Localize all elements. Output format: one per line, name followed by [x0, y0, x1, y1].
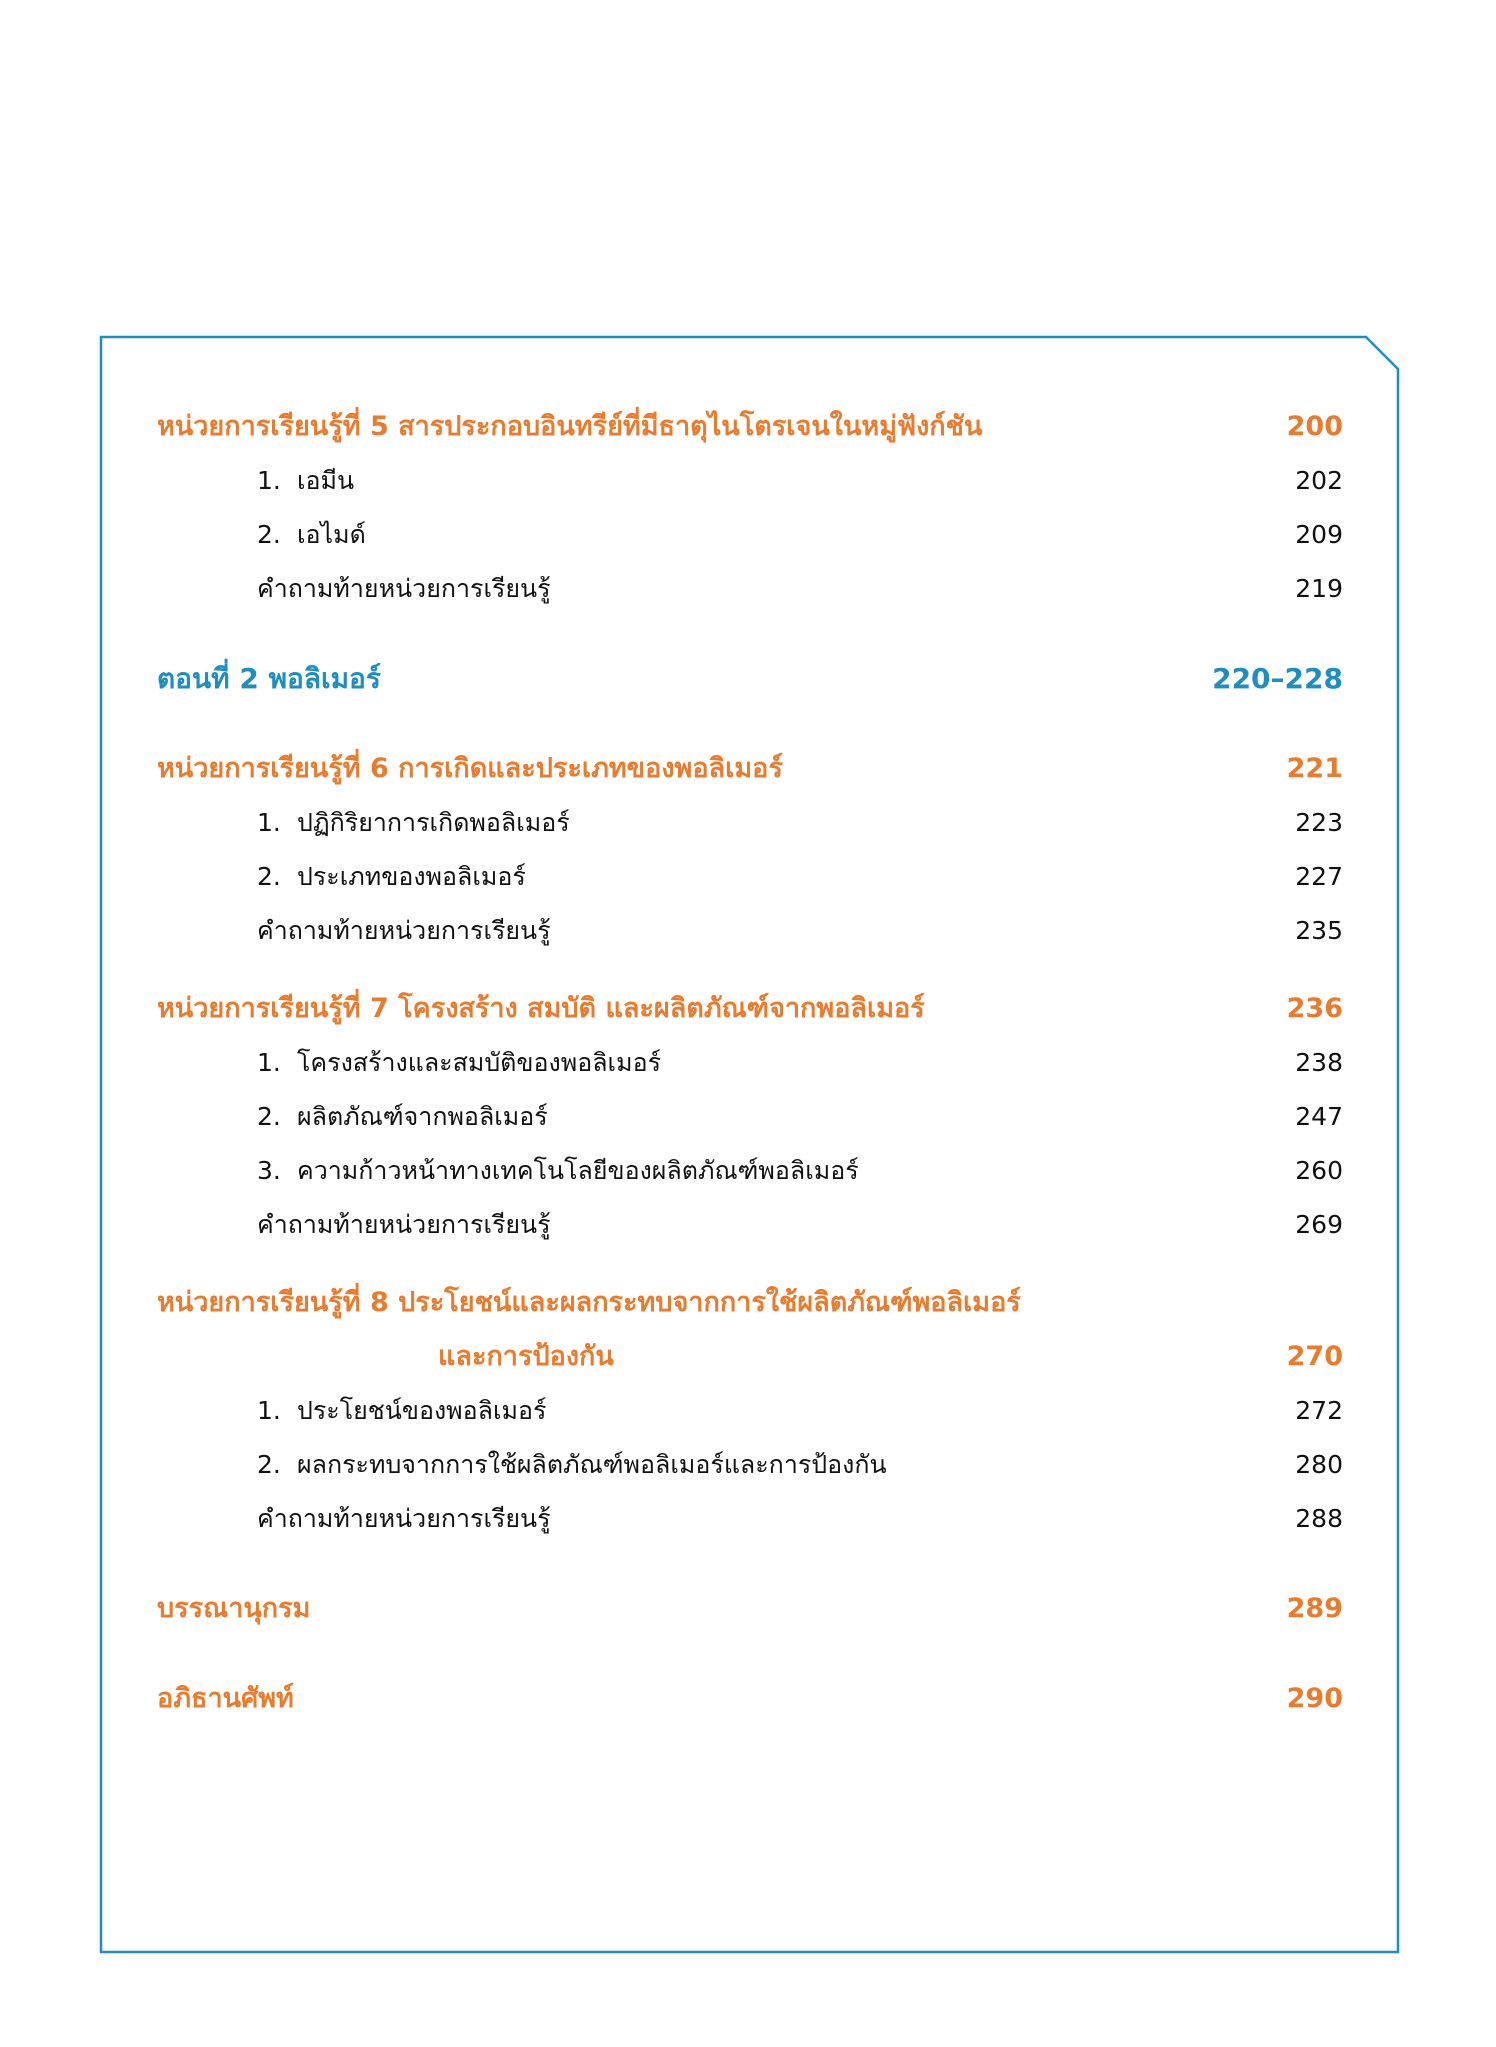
item-number: 2.: [257, 520, 281, 549]
questions-page: 269: [1295, 1210, 1343, 1239]
glossary-entry[interactable]: [157, 1672, 1343, 1726]
item-label: ผลกระทบจากการใช้ผลิตภัณฑ์พอลิเมอร์และการป้องกัน: [297, 1450, 887, 1479]
item-label: โครงสร้างและสมบัติของพอลิเมอร์: [297, 1048, 662, 1077]
toc-item[interactable]: [157, 850, 1343, 904]
questions-page: 288: [1295, 1504, 1343, 1533]
part-2-pages: 220–228: [1212, 662, 1343, 695]
item-label: ปฏิกิริยาการเกิดพอลิเมอร์: [297, 808, 570, 837]
toc-item[interactable]: [157, 1384, 1343, 1438]
item-label: ความก้าวหน้าทางเทคโนโลยีของผลิตภัณฑ์พอลิเมอร์: [297, 1156, 859, 1185]
questions-page: 235: [1295, 916, 1343, 945]
item-page: 280: [1295, 1450, 1343, 1479]
unit-6-title: หน่วยการเรียนรู้ที่ 6 การเกิดและประเภทของพอลิเมอร์: [157, 753, 783, 784]
toc-item[interactable]: [157, 1036, 1343, 1090]
unit-5-page: 200: [1286, 411, 1343, 442]
part-2-title: ตอนที่ 2 พอลิเมอร์: [157, 662, 381, 695]
unit-8-heading-continued[interactable]: [157, 1330, 1343, 1384]
item-page: 260: [1295, 1156, 1343, 1185]
unit-5-heading[interactable]: [157, 400, 1343, 454]
item-label: ประโยชน์ของพอลิเมอร์: [297, 1396, 547, 1425]
bibliography-page: 289: [1286, 1593, 1343, 1624]
toc-item[interactable]: [157, 796, 1343, 850]
glossary-page: 290: [1286, 1683, 1343, 1714]
item-label: ผลิตภัณฑ์จากพอลิเมอร์: [297, 1102, 548, 1131]
unit-8-questions[interactable]: [157, 1492, 1343, 1546]
item-label: ประเภทของพอลิเมอร์: [297, 862, 526, 891]
unit-8-page: 270: [1286, 1341, 1343, 1372]
item-number: 1.: [257, 808, 281, 837]
unit-7-page: 236: [1286, 993, 1343, 1024]
item-number: 2.: [257, 1102, 281, 1131]
item-label: เอไมด์: [297, 520, 366, 549]
unit-6-page: 221: [1286, 753, 1343, 784]
toc-item[interactable]: [157, 454, 1343, 508]
unit-8-heading[interactable]: [157, 1276, 1343, 1330]
item-page: 227: [1295, 862, 1343, 891]
glossary-label: อภิธานศัพท์: [157, 1683, 294, 1714]
item-page: 202: [1295, 466, 1343, 495]
unit-5-title: หน่วยการเรียนรู้ที่ 5 สารประกอบอินทรีย์ที่มีธาตุไนโตรเจนในหมู่ฟังก์ชัน: [157, 411, 983, 442]
questions-label: คำถามท้ายหน่วยการเรียนรู้: [257, 574, 551, 603]
unit-5-questions[interactable]: [157, 562, 1343, 616]
unit-8-title-continued: และการป้องกัน: [438, 1341, 614, 1372]
toc-item[interactable]: [157, 508, 1343, 562]
item-number: 1.: [257, 466, 281, 495]
item-number: 2.: [257, 1450, 281, 1479]
unit-7-heading[interactable]: [157, 982, 1343, 1036]
item-page: 272: [1295, 1396, 1343, 1425]
toc-item[interactable]: [157, 1438, 1343, 1492]
item-number: 2.: [257, 862, 281, 891]
unit-7-questions[interactable]: [157, 1198, 1343, 1252]
unit-8-title: หน่วยการเรียนรู้ที่ 8 ประโยชน์และผลกระทบจากการใช้ผลิตภัณฑ์พอลิเมอร์: [157, 1287, 1021, 1318]
item-page: 209: [1295, 520, 1343, 549]
item-number: 3.: [257, 1156, 281, 1185]
questions-label: คำถามท้ายหน่วยการเรียนรู้: [257, 1504, 551, 1533]
unit-7-title: หน่วยการเรียนรู้ที่ 7 โครงสร้าง สมบัติ และผลิตภัณฑ์จากพอลิเมอร์: [157, 993, 925, 1024]
bibliography-entry[interactable]: [157, 1582, 1343, 1636]
item-page: 223: [1295, 808, 1343, 837]
table-of-contents: [157, 400, 1343, 1726]
questions-page: 219: [1295, 574, 1343, 603]
item-number: 1.: [257, 1396, 281, 1425]
unit-6-heading[interactable]: [157, 742, 1343, 796]
part-2-heading[interactable]: [157, 652, 1343, 706]
unit-6-questions[interactable]: [157, 904, 1343, 958]
bibliography-label: บรรณานุกรม: [157, 1593, 311, 1624]
item-page: 238: [1295, 1048, 1343, 1077]
item-page: 247: [1295, 1102, 1343, 1131]
toc-item[interactable]: [157, 1090, 1343, 1144]
item-label: เอมีน: [297, 466, 355, 495]
questions-label: คำถามท้ายหน่วยการเรียนรู้: [257, 1210, 551, 1239]
toc-item[interactable]: [157, 1144, 1343, 1198]
questions-label: คำถามท้ายหน่วยการเรียนรู้: [257, 916, 551, 945]
item-number: 1.: [257, 1048, 281, 1077]
